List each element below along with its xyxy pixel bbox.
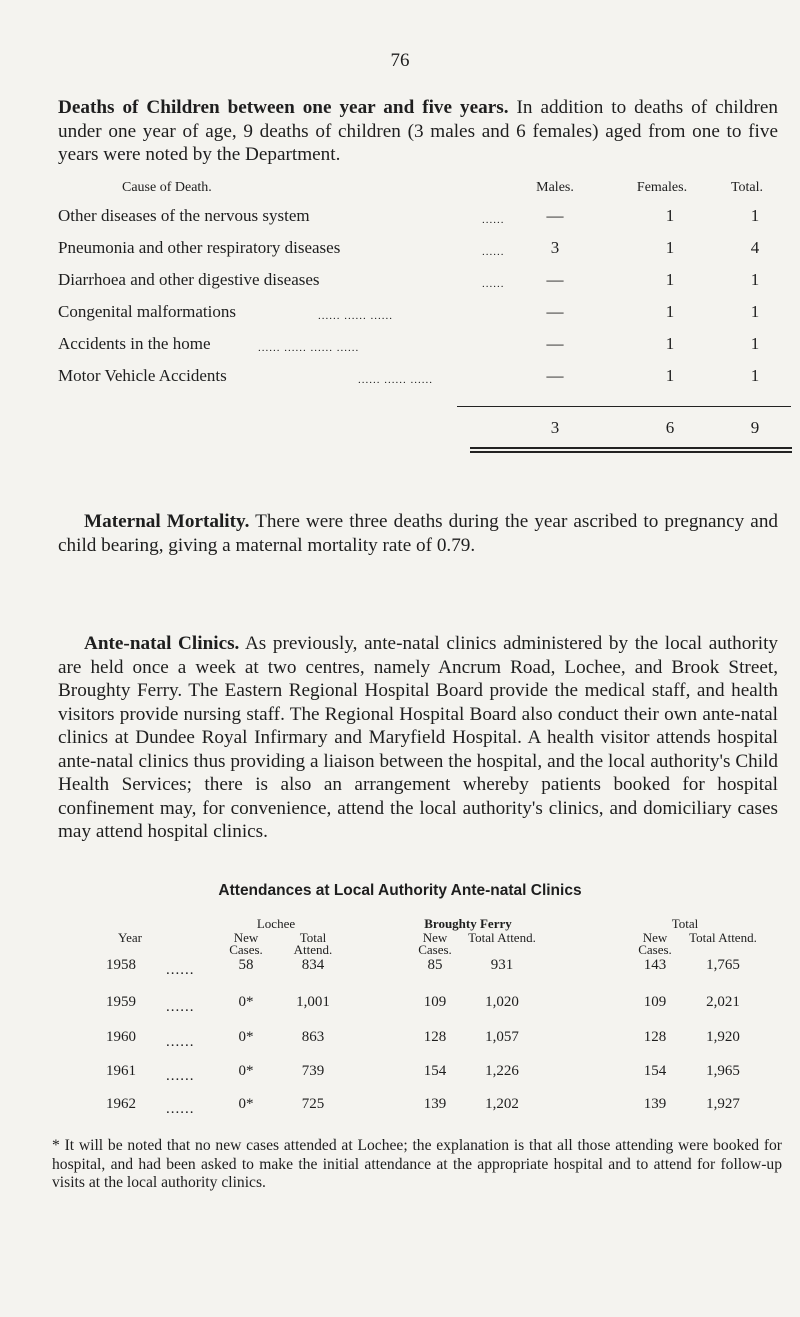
- antenatal-text: As previously, ante-natal clinics administered by the local authority are held once a week at two centres, namely Ancrum Road, Lochee, and Brook Street, Broughty Ferry. The Eastern Regional Hospital Board provide the medical staff, and health visitors provide nursing staff. The Regional Hospital Board also conduct their own ante-natal clinics at Dundee Royal Infirmary and Maryfield Hospital. A health visitor attends hospital ante-natal clinics thus providing a liaison between the hospital, and the local authority's Child Health Services; there is also an arrangement whereby patients booked for hospital confinement may, for convenience, attend the local authority's clinics, and domiciliary cases may attend hospital clinics.: [58, 633, 778, 842]
- bf-total-cell: 931: [490, 957, 514, 973]
- leader-dots: ...... ...... ...... ......: [258, 342, 360, 354]
- total-cell: 1: [750, 270, 760, 289]
- females-cell: 1: [665, 270, 675, 289]
- total-attend-cell: 1,965: [706, 1063, 740, 1079]
- group-total: Total: [671, 916, 699, 931]
- lochee-total-cell: 725: [301, 1096, 325, 1112]
- total-cell: 1: [750, 302, 760, 321]
- males-cell: 3: [550, 238, 560, 257]
- males-cell: —: [546, 206, 564, 225]
- grand-total: 9: [750, 418, 760, 437]
- attendance-title: Attendances at Local Authority Ante-natal Clinics: [218, 882, 582, 899]
- females-total: 6: [665, 418, 675, 437]
- total-cell: 1: [750, 334, 760, 353]
- subheader-total: Total Attend.: [689, 930, 757, 945]
- page-number: 76: [390, 50, 410, 71]
- lochee-new-cell: 58: [238, 957, 254, 973]
- header-females: Females.: [636, 180, 688, 195]
- males-total: 3: [550, 418, 560, 437]
- bf-total-cell: 1,020: [485, 994, 519, 1010]
- header-males: Males.: [536, 180, 574, 195]
- total-new-cell: 128: [643, 1029, 667, 1045]
- males-cell: —: [546, 334, 564, 353]
- subheader-total: Total Attend.: [293, 930, 333, 957]
- cause-cell: Congenital malformations: [58, 302, 236, 321]
- cause-cell: Diarrhoea and other digestive diseases: [58, 270, 320, 289]
- subheader-new: New Cases.: [638, 930, 672, 957]
- bf-new-cell: 154: [423, 1063, 447, 1079]
- lochee-new-cell: 0*: [238, 1096, 254, 1112]
- cause-cell: Accidents in the home: [58, 334, 211, 353]
- females-cell: 1: [665, 238, 675, 257]
- leader-dots: ...... ...... ......: [318, 310, 393, 322]
- bf-new-cell: 139: [423, 1096, 447, 1112]
- total-new-cell: 139: [643, 1096, 667, 1112]
- cause-cell: Other diseases of the nervous system: [58, 206, 310, 225]
- total-attend-cell: 2,021: [706, 994, 740, 1010]
- leader-dots: ......: [482, 246, 505, 258]
- leader-dots: ......: [482, 278, 505, 290]
- lochee-new-cell: 0*: [238, 1063, 254, 1079]
- bf-total-cell: 1,202: [485, 1096, 519, 1112]
- total-new-cell: 109: [643, 994, 667, 1010]
- total-cell: 4: [750, 238, 760, 257]
- leader-dots: ......: [166, 962, 195, 978]
- subheader-new: New Cases.: [418, 930, 452, 957]
- females-cell: 1: [665, 206, 675, 225]
- leader-dots: ...... ...... ......: [358, 374, 433, 386]
- males-cell: —: [546, 366, 564, 385]
- deaths-heading: Deaths of Children between one year and five years.: [58, 97, 509, 118]
- total-attend-cell: 1,920: [706, 1029, 740, 1045]
- leader-dots: ......: [166, 1034, 195, 1050]
- lochee-total-cell: 1,001: [296, 994, 330, 1010]
- footnote: * It will be noted that no new cases attended at Lochee; the explanation is that all those attending were booked for hospital, and had been asked to make the initial attendance at the appropriate hospital and to attend for follow-up visits at the local authority clinics.: [52, 1137, 782, 1191]
- antenatal-heading: Ante-natal Clinics.: [84, 633, 240, 654]
- females-cell: 1: [665, 302, 675, 321]
- maternal-heading: Maternal Mortality.: [84, 511, 250, 532]
- header-total: Total.: [730, 180, 764, 195]
- year-cell: 1958: [106, 957, 136, 973]
- leader-dots: ......: [166, 999, 195, 1015]
- cause-cell: Pneumonia and other respiratory diseases: [58, 238, 341, 257]
- total-attend-cell: 1,765: [706, 957, 740, 973]
- lochee-total-cell: 863: [301, 1029, 325, 1045]
- leader-dots: ......: [482, 214, 505, 226]
- bf-total-cell: 1,057: [485, 1029, 519, 1045]
- subheader-new: New Cases.: [229, 930, 263, 957]
- females-cell: 1: [665, 334, 675, 353]
- maternal-text: There were three deaths during the year ascribed to pregnancy and child bearing, giving a maternal mortality rate of 0.79.: [58, 511, 779, 556]
- bf-new-cell: 128: [423, 1029, 447, 1045]
- bf-new-cell: 85: [427, 957, 443, 973]
- year-cell: 1960: [106, 1029, 136, 1045]
- lochee-total-cell: 739: [301, 1063, 325, 1079]
- total-cell: 1: [750, 366, 760, 385]
- year-cell: 1959: [106, 994, 136, 1010]
- deaths-text: In addition to deaths of children under one year of age, 9 deaths of children (3 males and 6 females) aged from one to five years were noted by the Department.: [58, 97, 778, 165]
- total-cell: 1: [750, 206, 760, 225]
- year-cell: 1962: [106, 1096, 136, 1112]
- females-cell: 1: [665, 366, 675, 385]
- group-lochee: Lochee: [256, 916, 296, 931]
- cause-cell: Motor Vehicle Accidents: [58, 366, 227, 385]
- lochee-new-cell: 0*: [238, 1029, 254, 1045]
- header-year: Year: [118, 930, 142, 945]
- lochee-new-cell: 0*: [238, 994, 254, 1010]
- year-cell: 1961: [106, 1063, 136, 1079]
- group-broughty-ferry: Broughty Ferry: [424, 916, 512, 931]
- males-cell: —: [546, 302, 564, 321]
- males-cell: —: [546, 270, 564, 289]
- total-attend-cell: 1,927: [706, 1096, 740, 1112]
- total-new-cell: 154: [643, 1063, 667, 1079]
- total-new-cell: 143: [643, 957, 667, 973]
- leader-dots: ......: [166, 1068, 195, 1084]
- header-cause: Cause of Death.: [122, 180, 212, 195]
- subheader-total: Total Attend.: [468, 930, 536, 945]
- leader-dots: ......: [166, 1101, 195, 1117]
- bf-total-cell: 1,226: [485, 1063, 519, 1079]
- lochee-total-cell: 834: [301, 957, 325, 973]
- bf-new-cell: 109: [423, 994, 447, 1010]
